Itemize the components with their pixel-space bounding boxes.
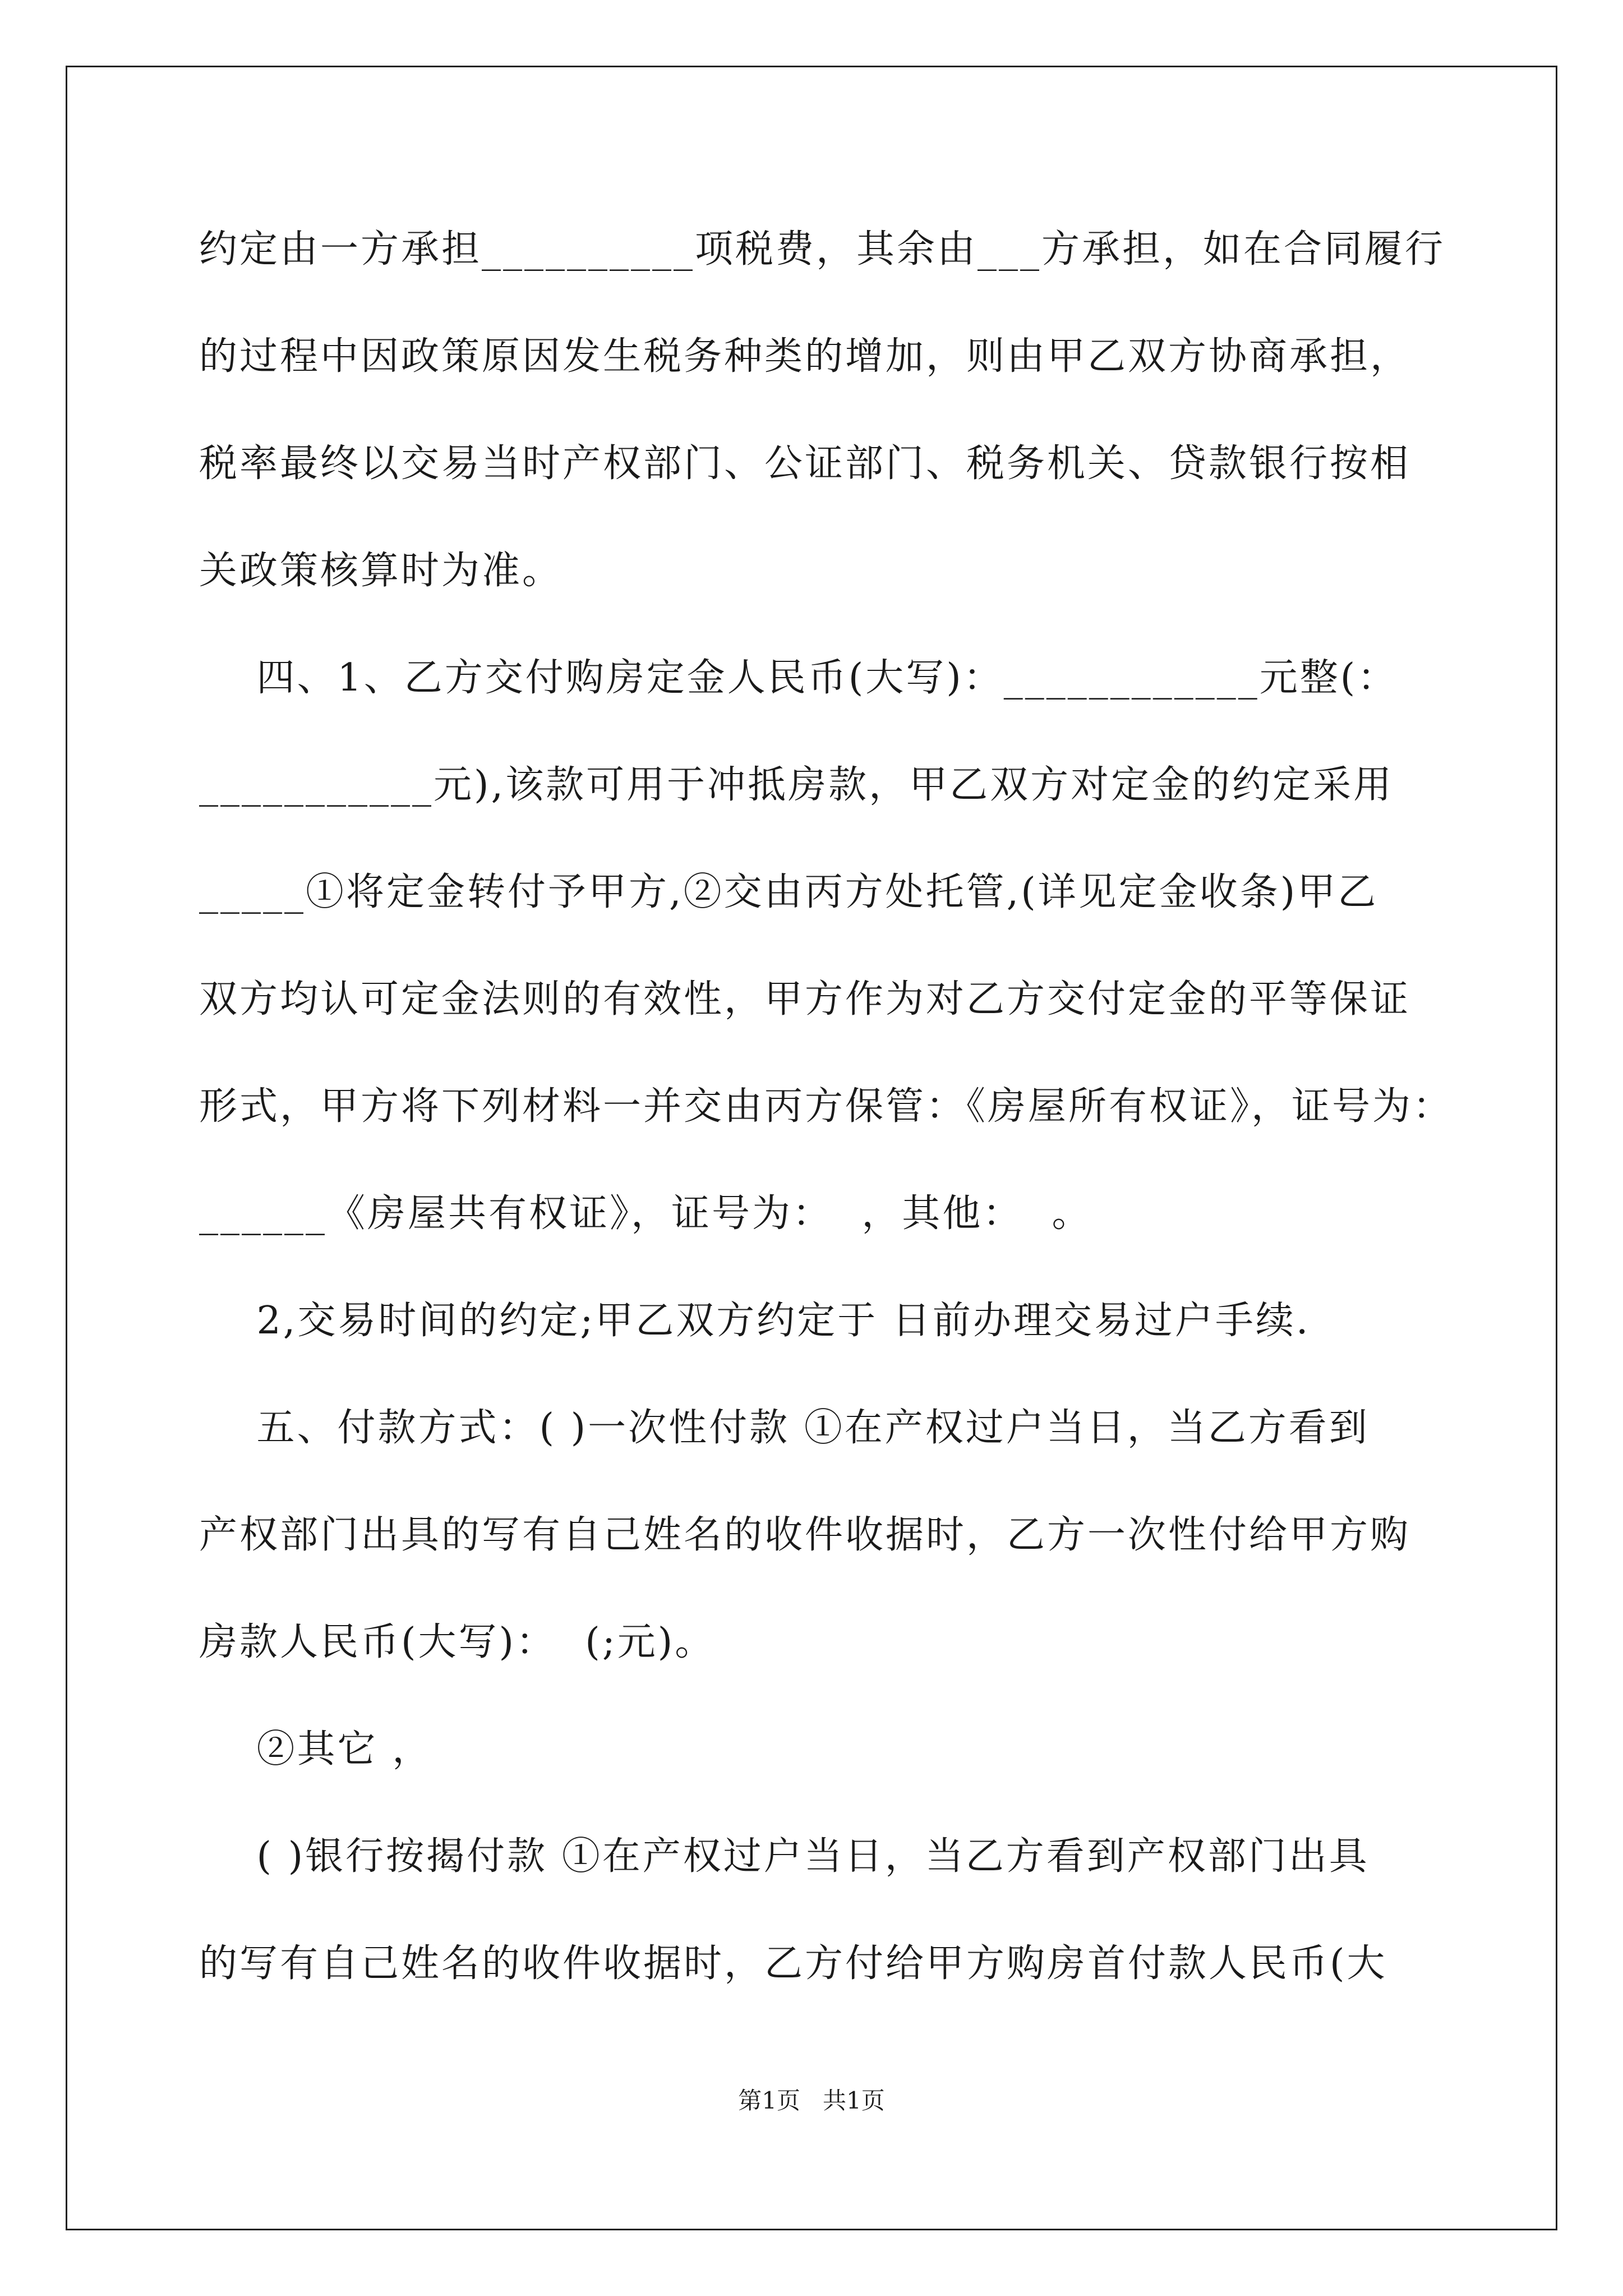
text-line-9: 形式，甲方将下列材料一并交由丙方保管：《房屋所有权证》，证号为： <box>199 1084 1454 1129</box>
text-line-7: _____①将定金转付予甲方,②交由丙方处托管,(详见定金收条)甲乙 <box>199 870 1378 914</box>
text-line-17: 的写有自己姓名的收件收据时，乙方付给甲方购房首付款人民币(大 <box>199 1941 1387 1986</box>
text-line-6: ___________元),该款可用于冲抵房款，甲乙双方对定金的约定采用 <box>199 763 1394 807</box>
text-line-5: 四、1、乙方交付购房定金人民币(大写)：____________元整(： <box>199 656 1398 700</box>
text-line-14: 房款人民币(大写)： (;元)。 <box>199 1620 716 1664</box>
text-line-8: 双方均认可定金法则的有效性，甲方作为对乙方交付定金的平等保证 <box>199 977 1411 1022</box>
text-line-3: 税率最终以交易当时产权部门、公证部门、税务机关、贷款银行按相 <box>199 441 1411 486</box>
text-line-15: ②其它 ， <box>199 1727 433 1772</box>
text-line-4: 关政策核算时为准。 <box>199 549 563 593</box>
text-line-13: 产权部门出具的写有自己姓名的收件收据时，乙方一次性付给甲方购 <box>199 1513 1411 1557</box>
text-line-12: 五、付款方式：( )一次性付款 ①在产权过户当日，当乙方看到 <box>199 1406 1370 1450</box>
page-border <box>66 66 1557 2230</box>
text-line-10: ______《房屋共有权证》，证号为： ，其他： 。 <box>199 1191 1092 1236</box>
page-footer: 第1页 共1页 <box>738 2087 885 2114</box>
text-line-11: 2,交易时间的约定;甲乙双方约定于 日前办理交易过户手续. <box>199 1299 1311 1343</box>
text-line-2: 的过程中因政策原因发生税务种类的增加，则由甲乙双方协商承担， <box>199 334 1411 379</box>
text-line-16: ( )银行按揭付款 ①在产权过户当日，当乙方看到产权部门出具 <box>199 1834 1370 1879</box>
text-line-1: 约定由一方承担__________项税费，其余由___方承担，如在合同履行 <box>199 227 1446 272</box>
